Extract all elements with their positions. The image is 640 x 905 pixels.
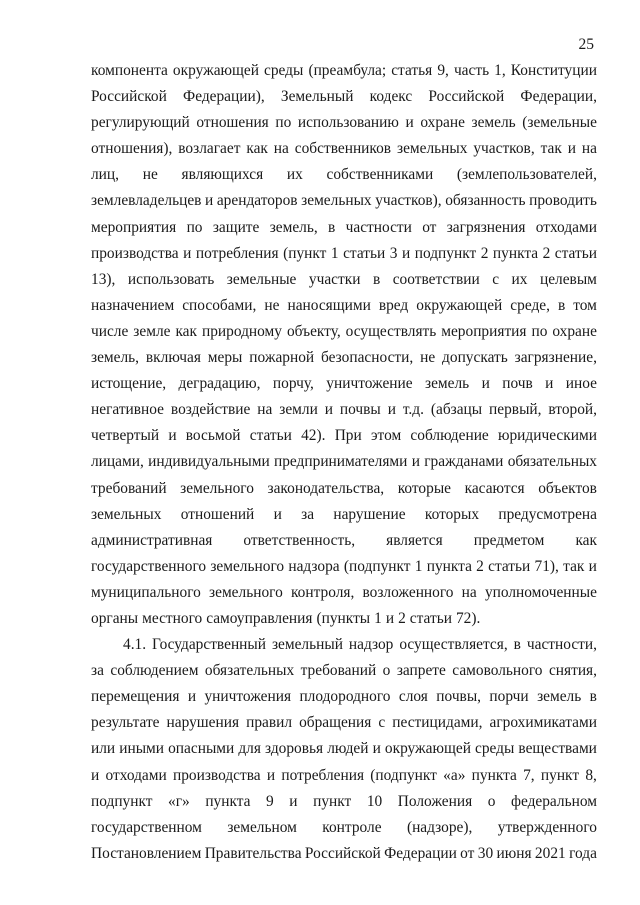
word: по <box>531 322 548 340</box>
word: использованию <box>297 114 399 132</box>
word: на <box>461 583 477 601</box>
word: и <box>372 740 381 758</box>
word: и <box>481 375 490 393</box>
text-line <box>91 815 597 841</box>
word: участков), <box>375 192 442 210</box>
text-line <box>91 58 597 84</box>
word: уполномоченные <box>484 583 597 601</box>
word: Земельный <box>280 88 354 106</box>
text-line <box>91 397 597 423</box>
word: не <box>264 296 280 314</box>
word: (землепользователей, <box>456 166 597 184</box>
word: контроле <box>322 818 382 836</box>
word: (земельные <box>522 114 597 132</box>
word: (пункты <box>316 609 371 627</box>
word: Государственный <box>152 636 266 654</box>
word: назначением <box>91 296 175 314</box>
word: 10 <box>366 792 383 810</box>
word: июня <box>496 844 532 862</box>
word: 1 <box>374 609 382 627</box>
word: 30 <box>477 844 494 862</box>
word: «а» <box>443 766 466 784</box>
word: частности, <box>526 636 597 654</box>
word: статьи <box>554 244 597 262</box>
word: загрязнения <box>446 218 526 236</box>
word: законодательства, <box>267 479 385 497</box>
text-line <box>91 632 597 658</box>
word: Российской <box>304 844 381 862</box>
word: предусмотрена <box>498 505 597 523</box>
text-line <box>91 423 597 449</box>
word: в <box>589 688 597 706</box>
word: и <box>324 401 333 419</box>
word: 4.1. <box>123 636 147 654</box>
word: для <box>238 740 261 758</box>
word: пункта <box>471 766 517 784</box>
text-line <box>91 476 597 502</box>
word: веществами <box>518 740 597 758</box>
word: и <box>387 401 396 419</box>
word: «г» <box>168 792 190 810</box>
word: по <box>186 218 203 236</box>
word: целевым <box>539 270 597 288</box>
word: гражданами <box>424 453 504 471</box>
text-line <box>91 136 597 162</box>
word: четвертый <box>91 427 160 445</box>
word: земель <box>537 688 582 706</box>
word: мероприятия <box>441 322 527 340</box>
word: запрете <box>396 662 446 680</box>
word: защите <box>212 218 260 236</box>
word: от <box>422 218 437 236</box>
word: земле <box>133 322 171 340</box>
text-line <box>91 736 597 762</box>
word: восьмой <box>185 427 241 445</box>
word: земельные <box>226 270 297 288</box>
word: потребления <box>195 244 279 262</box>
word: возложенного <box>362 583 454 601</box>
word: собственниками <box>326 166 434 184</box>
text-line <box>91 110 597 136</box>
word: за <box>91 662 104 680</box>
word: землевладельцев <box>91 192 202 210</box>
word: агрохимикатами <box>489 714 597 732</box>
word: использовать <box>127 270 215 288</box>
word: их <box>286 166 303 184</box>
word: порчу, <box>272 375 314 393</box>
word: которых <box>424 505 480 523</box>
word: 1 <box>414 557 423 575</box>
word: возлагает <box>178 140 241 158</box>
word: предпринимателями <box>274 453 408 471</box>
word: уничтожение <box>326 375 413 393</box>
word: воздействие <box>170 401 251 419</box>
word: 9 <box>266 792 274 810</box>
word: негативное <box>91 401 164 419</box>
word: 2 <box>480 244 489 262</box>
word: статьи <box>249 427 292 445</box>
word: соблюдением <box>110 662 199 680</box>
word: как <box>246 140 268 158</box>
word: самовольного <box>452 662 543 680</box>
text-line <box>91 84 597 110</box>
word: местного <box>142 609 203 627</box>
word: как <box>175 322 197 340</box>
word: осуществляется, <box>399 636 508 654</box>
word: не <box>142 166 158 184</box>
word: уничтожения <box>204 688 292 706</box>
word: почвы, <box>436 688 482 706</box>
word: с <box>492 270 500 288</box>
word: статья <box>391 62 433 79</box>
word: на <box>581 140 597 158</box>
word: (абзацы <box>430 401 483 419</box>
text-line <box>91 763 597 789</box>
word: требований <box>300 662 377 680</box>
word: часть <box>453 62 490 79</box>
word: участков, <box>473 140 535 158</box>
word: окружающей <box>172 62 259 79</box>
word: (надзоре), <box>406 818 473 836</box>
word: федеральном <box>510 792 597 810</box>
word: частности <box>345 218 412 236</box>
text-line <box>91 658 597 684</box>
word: земельного <box>209 583 283 601</box>
word: 72). <box>455 609 481 627</box>
word: 9, <box>437 62 449 79</box>
word: объектов <box>538 479 597 497</box>
word: этом <box>370 427 402 445</box>
word: числе <box>91 322 129 340</box>
text-line <box>91 241 597 267</box>
word: и <box>545 375 554 393</box>
word: и <box>411 453 420 471</box>
word: на <box>257 401 273 419</box>
word: среды <box>475 740 515 758</box>
word: обязательных <box>507 453 597 471</box>
word: 3 <box>389 244 398 262</box>
word: с <box>378 714 386 732</box>
word: или <box>91 740 116 758</box>
text-line <box>91 528 597 554</box>
word: и <box>273 505 282 523</box>
word: земельных <box>396 140 468 158</box>
word: и <box>205 192 214 210</box>
word: и <box>567 140 576 158</box>
word: и <box>183 244 192 262</box>
word: на <box>273 140 289 158</box>
word: иное <box>565 375 597 393</box>
text-line <box>91 215 597 241</box>
page-number: 25 <box>578 36 594 53</box>
text-line <box>91 606 597 632</box>
word: обязательных <box>204 662 295 680</box>
word: (подпункт <box>343 557 411 575</box>
word: отношения), <box>91 140 173 158</box>
word: касаются <box>464 479 525 497</box>
word: надзор <box>348 636 394 654</box>
word: так <box>563 557 585 575</box>
word: административная <box>91 531 213 549</box>
text-line <box>91 319 597 345</box>
word: охране <box>552 322 597 340</box>
word: является <box>386 531 443 549</box>
word: пункт <box>313 792 352 810</box>
text-line <box>91 449 597 475</box>
word: лицами, <box>91 453 144 471</box>
word: Российской <box>428 88 505 106</box>
word: деградацию, <box>178 375 261 393</box>
text-line <box>91 345 597 371</box>
word: статьи <box>488 557 531 575</box>
word: меры <box>207 349 243 367</box>
word: земельного <box>180 479 254 497</box>
word: земельный <box>271 636 343 654</box>
word: отношений <box>180 505 255 523</box>
word: земельном <box>227 818 297 836</box>
text-line <box>91 789 597 815</box>
word: как <box>575 531 597 549</box>
word: самоуправления <box>206 609 313 627</box>
word: 71), <box>534 557 559 575</box>
word: государственного <box>91 557 207 575</box>
word: и <box>91 766 100 784</box>
word: осуществлять <box>345 322 437 340</box>
word: органы <box>91 609 139 627</box>
word: отходами <box>105 766 167 784</box>
word: соответствии <box>392 270 480 288</box>
word: являющихся <box>181 166 264 184</box>
word: (преамбула; <box>308 62 387 79</box>
word: 7, <box>523 766 535 784</box>
word: о <box>382 662 391 680</box>
word: контроля, <box>290 583 355 601</box>
word: потребления <box>281 766 365 784</box>
word: компонента <box>91 62 168 79</box>
text-line <box>91 554 597 580</box>
word: муниципального <box>91 583 201 601</box>
word: допускать <box>442 349 508 367</box>
text-line <box>91 502 597 528</box>
word: статьи <box>409 609 452 627</box>
text-line <box>91 162 597 188</box>
word: Федерации, <box>520 88 597 106</box>
word: подпункт <box>414 244 477 262</box>
word: арендаторов <box>216 192 298 210</box>
word: наносящими <box>287 296 371 314</box>
word: земли <box>279 401 318 419</box>
word: среды <box>264 62 304 79</box>
word: 13), <box>91 270 116 288</box>
word: 2 <box>476 557 484 575</box>
word: отношения <box>196 114 269 132</box>
word: кодекс <box>369 88 413 106</box>
word: года <box>569 844 597 862</box>
text-line <box>91 684 597 710</box>
word: Конституции <box>510 62 597 79</box>
word: в <box>513 636 521 654</box>
word: которые <box>397 479 451 497</box>
word: отходами <box>535 218 597 236</box>
word: от <box>460 844 475 862</box>
word: объекту, <box>286 322 341 340</box>
word: включая <box>145 349 201 367</box>
word: пункта <box>492 244 539 262</box>
word: обязанность <box>445 192 526 210</box>
word: Федерации), <box>183 88 265 106</box>
word: вред <box>378 296 409 314</box>
word: земель, <box>269 218 318 236</box>
word: 1, <box>494 62 506 79</box>
word: обращения <box>299 714 372 732</box>
word: по <box>275 114 292 132</box>
word: их <box>511 270 528 288</box>
word: соблюдение <box>410 427 489 445</box>
word: и <box>266 766 276 784</box>
word: истощение, <box>91 375 167 393</box>
word: (пункт <box>283 244 327 262</box>
word: нарушение <box>333 505 406 523</box>
word: пункта <box>426 557 472 575</box>
word: почв <box>502 375 533 393</box>
word: окружающей <box>384 740 471 758</box>
text-line <box>91 710 597 736</box>
word: лиц, <box>91 166 120 184</box>
word: индивидуальными <box>148 453 270 471</box>
word: снятия, <box>548 662 597 680</box>
word: 42). <box>301 427 326 445</box>
word: земельного <box>210 557 285 575</box>
word: (подпункт <box>370 766 437 784</box>
text-line <box>91 580 597 606</box>
word: слоя <box>398 688 428 706</box>
text-line <box>91 293 597 319</box>
word: так <box>540 140 562 158</box>
word: пестицидами, <box>392 714 483 732</box>
word: производства <box>172 766 261 784</box>
word: том <box>573 296 597 314</box>
word: здоровья <box>265 740 324 758</box>
word: первый, <box>489 401 542 419</box>
word: земель, <box>91 349 140 367</box>
word: безопасности, <box>321 349 414 367</box>
word: 2021 <box>534 844 566 862</box>
word: окружающей <box>416 296 503 314</box>
word: способами, <box>182 296 257 314</box>
word: природному <box>201 322 282 340</box>
word: за <box>301 505 315 523</box>
word: почвы <box>339 401 381 419</box>
word: нарушения <box>166 714 240 732</box>
word: утвержденного <box>497 818 597 836</box>
word: Российской <box>91 88 167 106</box>
word: пункт <box>540 766 580 784</box>
word: 2 <box>398 609 406 627</box>
word: и <box>405 114 414 132</box>
word: и <box>401 244 411 262</box>
word: перемещения <box>91 688 180 706</box>
document-body <box>91 58 597 867</box>
word: мероприятия <box>91 218 177 236</box>
word: 8, <box>585 766 597 784</box>
word: Федерации <box>384 844 457 862</box>
word: участки <box>308 270 361 288</box>
word: в <box>328 218 336 236</box>
word: плодородного <box>299 688 391 706</box>
word: и <box>289 792 298 810</box>
word: Положения <box>397 792 473 810</box>
word: в <box>372 270 381 288</box>
word: ответственность, <box>243 531 356 549</box>
word: не <box>420 349 436 367</box>
word: и <box>385 609 395 627</box>
word: государственном <box>91 818 202 836</box>
word: т.д. <box>402 401 424 419</box>
word: и <box>588 557 597 575</box>
text-line <box>91 267 597 293</box>
word: пункта <box>205 792 251 810</box>
word: Постановлением <box>91 844 202 862</box>
word: Правительства <box>204 844 302 862</box>
word: и <box>168 427 177 445</box>
word: охране <box>420 114 465 132</box>
word: При <box>334 427 362 445</box>
word: второй, <box>548 401 597 419</box>
word: правил <box>246 714 293 732</box>
word: статьи <box>343 244 386 262</box>
word: порчи <box>489 688 529 706</box>
word: регулирующий <box>91 114 190 132</box>
text-line <box>91 841 597 867</box>
word: земельных <box>91 505 162 523</box>
word: пожарной <box>249 349 315 367</box>
word: производства <box>91 244 179 262</box>
word: людей <box>327 740 369 758</box>
word: подпункт <box>91 792 153 810</box>
word: проводить <box>529 192 597 210</box>
word: иными <box>119 740 165 758</box>
word: земель <box>424 375 470 393</box>
word: 2 <box>542 244 551 262</box>
word: юридическими <box>497 427 597 445</box>
word: надзора <box>288 557 340 575</box>
word: и <box>187 688 197 706</box>
word: собственников <box>294 140 392 158</box>
word: земель <box>471 114 516 132</box>
word: требований <box>91 479 167 497</box>
text-line <box>91 371 597 397</box>
word: о <box>487 792 496 810</box>
word: 1 <box>330 244 339 262</box>
word: среде, <box>510 296 550 314</box>
word: земельных <box>301 192 372 210</box>
text-line <box>91 188 597 214</box>
word: предметом <box>473 531 545 549</box>
word: опасными <box>168 740 235 758</box>
word: результате <box>91 714 160 732</box>
word: в <box>557 296 566 314</box>
word: загрязнение, <box>514 349 597 367</box>
